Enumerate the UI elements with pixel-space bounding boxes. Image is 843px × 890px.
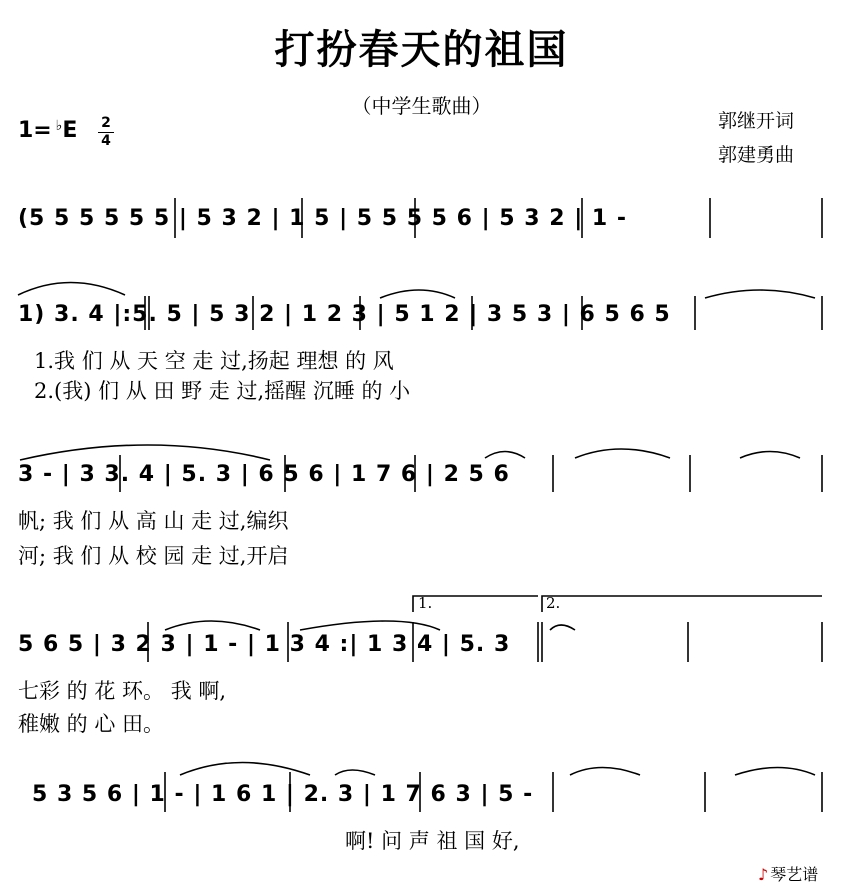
system-4-lyric-2: 稚嫩 的 心 田。: [18, 712, 165, 736]
system-2-lyric-2: 2.(我) 们 从 田 野 走 过,摇醒 沉睡 的 小: [34, 379, 411, 403]
watermark-logo: ♪ 琴艺谱: [758, 865, 819, 884]
system-5-notes: 5 3 5 6 | 1 - | 1 6 1 | 2. 3 | 1 7 6 3 | 5 -: [32, 782, 534, 807]
system-4-lyric-1: 七彩 的 花 环。 我 啊,: [18, 679, 227, 703]
system-2-lyric-1: 1.我 们 从 天 空 走 过,扬起 理想 的 风: [34, 349, 394, 373]
music-note-icon: ♪: [758, 865, 769, 884]
system-4-notes: 5 6 5 | 3 2 3 | 1 - | 1 3 4 :| 1 3 4 | 5. 3: [18, 632, 511, 657]
system-3-notes: 3 - | 3 3. 4 | 5. 3 | 6 5 6 | 1 7 6 | 2 5 6: [18, 462, 510, 487]
system-3-lyric-2: 河; 我 们 从 校 园 走 过,开启: [18, 544, 289, 568]
song-title: 打扮春天的祖国: [274, 26, 569, 73]
system-2-notes: 1) 3. 4 |:5. 5 | 5 3 2 | 1 2 3 | 5 1 2 | 3 5 3 | 6 5 6 5: [18, 302, 671, 327]
system-5-lyric-1: 啊! 问 声 祖 国 好,: [345, 829, 520, 853]
lyricist-credit: 郭继开词: [718, 110, 795, 132]
volta-2-label: 2.: [546, 594, 561, 612]
system-3-lyric-1: 帆; 我 们 从 高 山 走 过,编织: [18, 509, 289, 533]
volta-1-label: 1.: [418, 594, 433, 612]
flat-sign: ♭: [55, 118, 63, 134]
system-1-notes: (5 5 5 5 5 5 | 5 3 2 | 1 5 | 5 5 5 5 6 | 5 3 2 | 1 -: [18, 206, 627, 231]
song-subtitle: （中学生歌曲）: [351, 94, 492, 118]
time-signature: 2 4: [98, 116, 114, 149]
key-note: E: [62, 118, 78, 143]
composer-credit: 郭建勇曲: [718, 144, 795, 166]
key-signature: 1= ♭E: [18, 118, 78, 143]
